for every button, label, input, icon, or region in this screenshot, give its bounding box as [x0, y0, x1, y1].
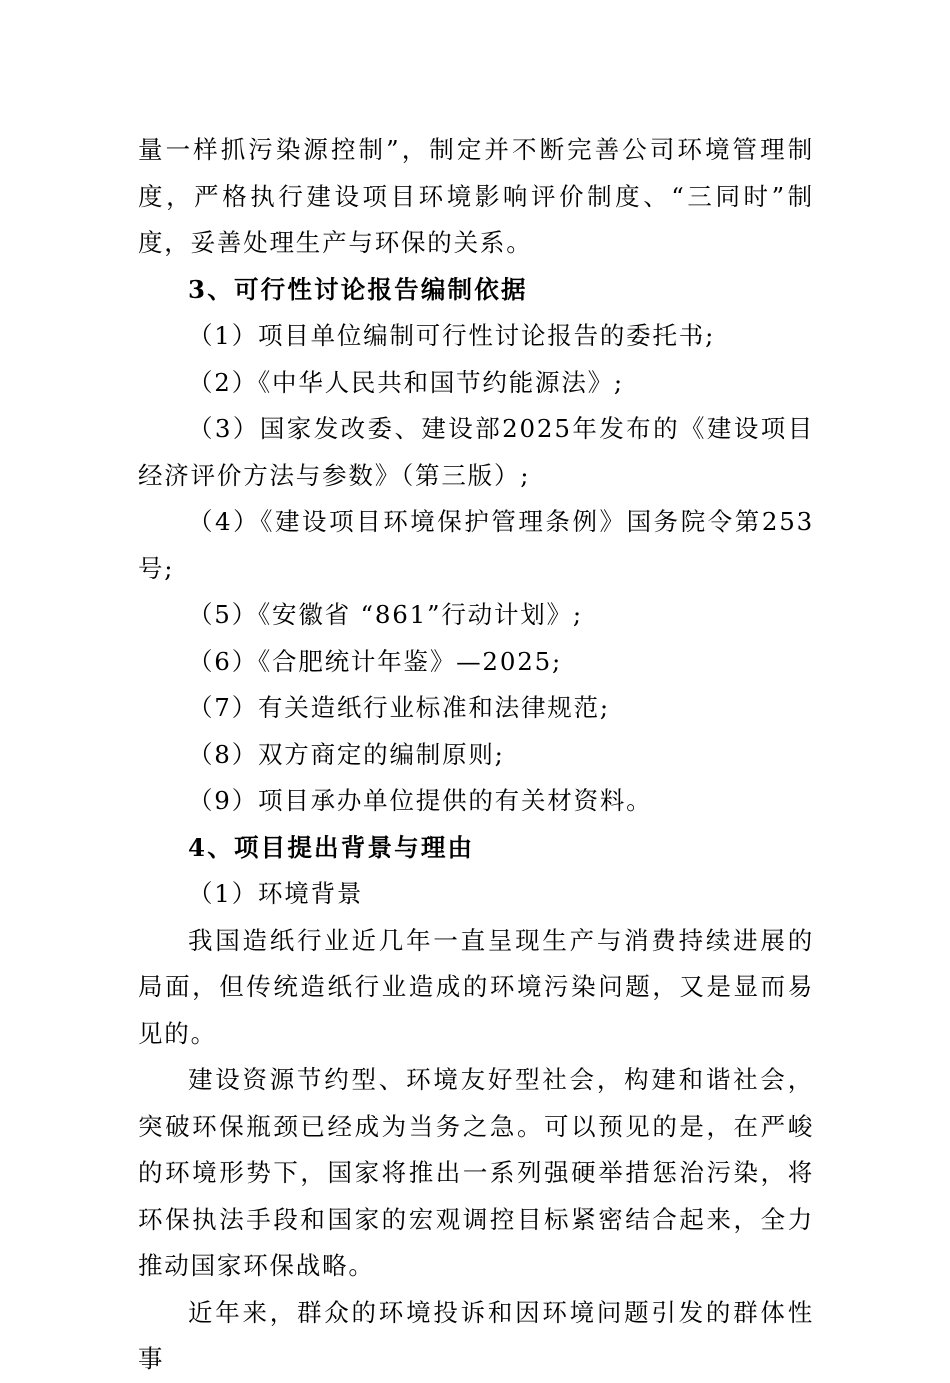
list-item-basis-2: （2）《中华人民共和国节约能源法》; — [188, 367, 624, 397]
paragraph-complaints: 近年来，群众的环境投诉和因环境问题引发的群体性事 — [138, 1297, 814, 1373]
section-heading-background: 4、项目提出背景与理由 — [188, 832, 475, 862]
paragraph-paper-industry: 我国造纸行业近几年一直呈现生产与消费持续进展的局面，但传统造纸行业造成的环境污染问题，又是显而易见的。 — [138, 925, 814, 1048]
list-item-basis-5: （5）《安徽省 “861”行动计划》; — [188, 600, 583, 629]
list-item-basis-6: （6）《合肥统计年鉴》—2025; — [188, 646, 563, 676]
list-item-basis-1: （1）项目单位编制可行性讨论报告的委托书; — [188, 321, 716, 350]
list-item-basis-7: （7）有关造纸行业标准和法律规范; — [188, 693, 610, 722]
subheading-environment-background: （1）环境背景 — [188, 879, 364, 908]
section-heading-basis: 3、可行性讨论报告编制依据 — [188, 274, 528, 304]
paragraph-environment-policy: 量一样抓污染源控制”，制定并不断完善公司环境管理制度，严格执行建设项目环境影响评价制度、“三同时”制度，妥善处理生产与环保的关系。 — [138, 135, 814, 257]
list-item-basis-3: （3）国家发改委、建设部2025年发布的《建设项目经济评价方法与参数》（第三版）; — [138, 414, 814, 490]
list-item-basis-4: （4）《建设项目环境保护管理条例》国务院令第253号; — [138, 507, 814, 583]
document-page — [138, 127, 814, 1383]
paragraph-resource-saving: 建设资源节约型、环境友好型社会，构建和谐社会，突破环保瓶颈已经成为当务之急。可以预见的是，在严峻的环境形势下，国家将推出一系列强硬举措惩治污染，将环保执法手段和国家的宏观调控目标紧密结合起来，全力推动国家环保战略。 — [138, 1065, 814, 1280]
list-item-basis-9: （9）项目承办单位提供的有关材资料。 — [188, 786, 653, 815]
list-item-basis-8: （8）双方商定的编制原则; — [188, 739, 505, 769]
